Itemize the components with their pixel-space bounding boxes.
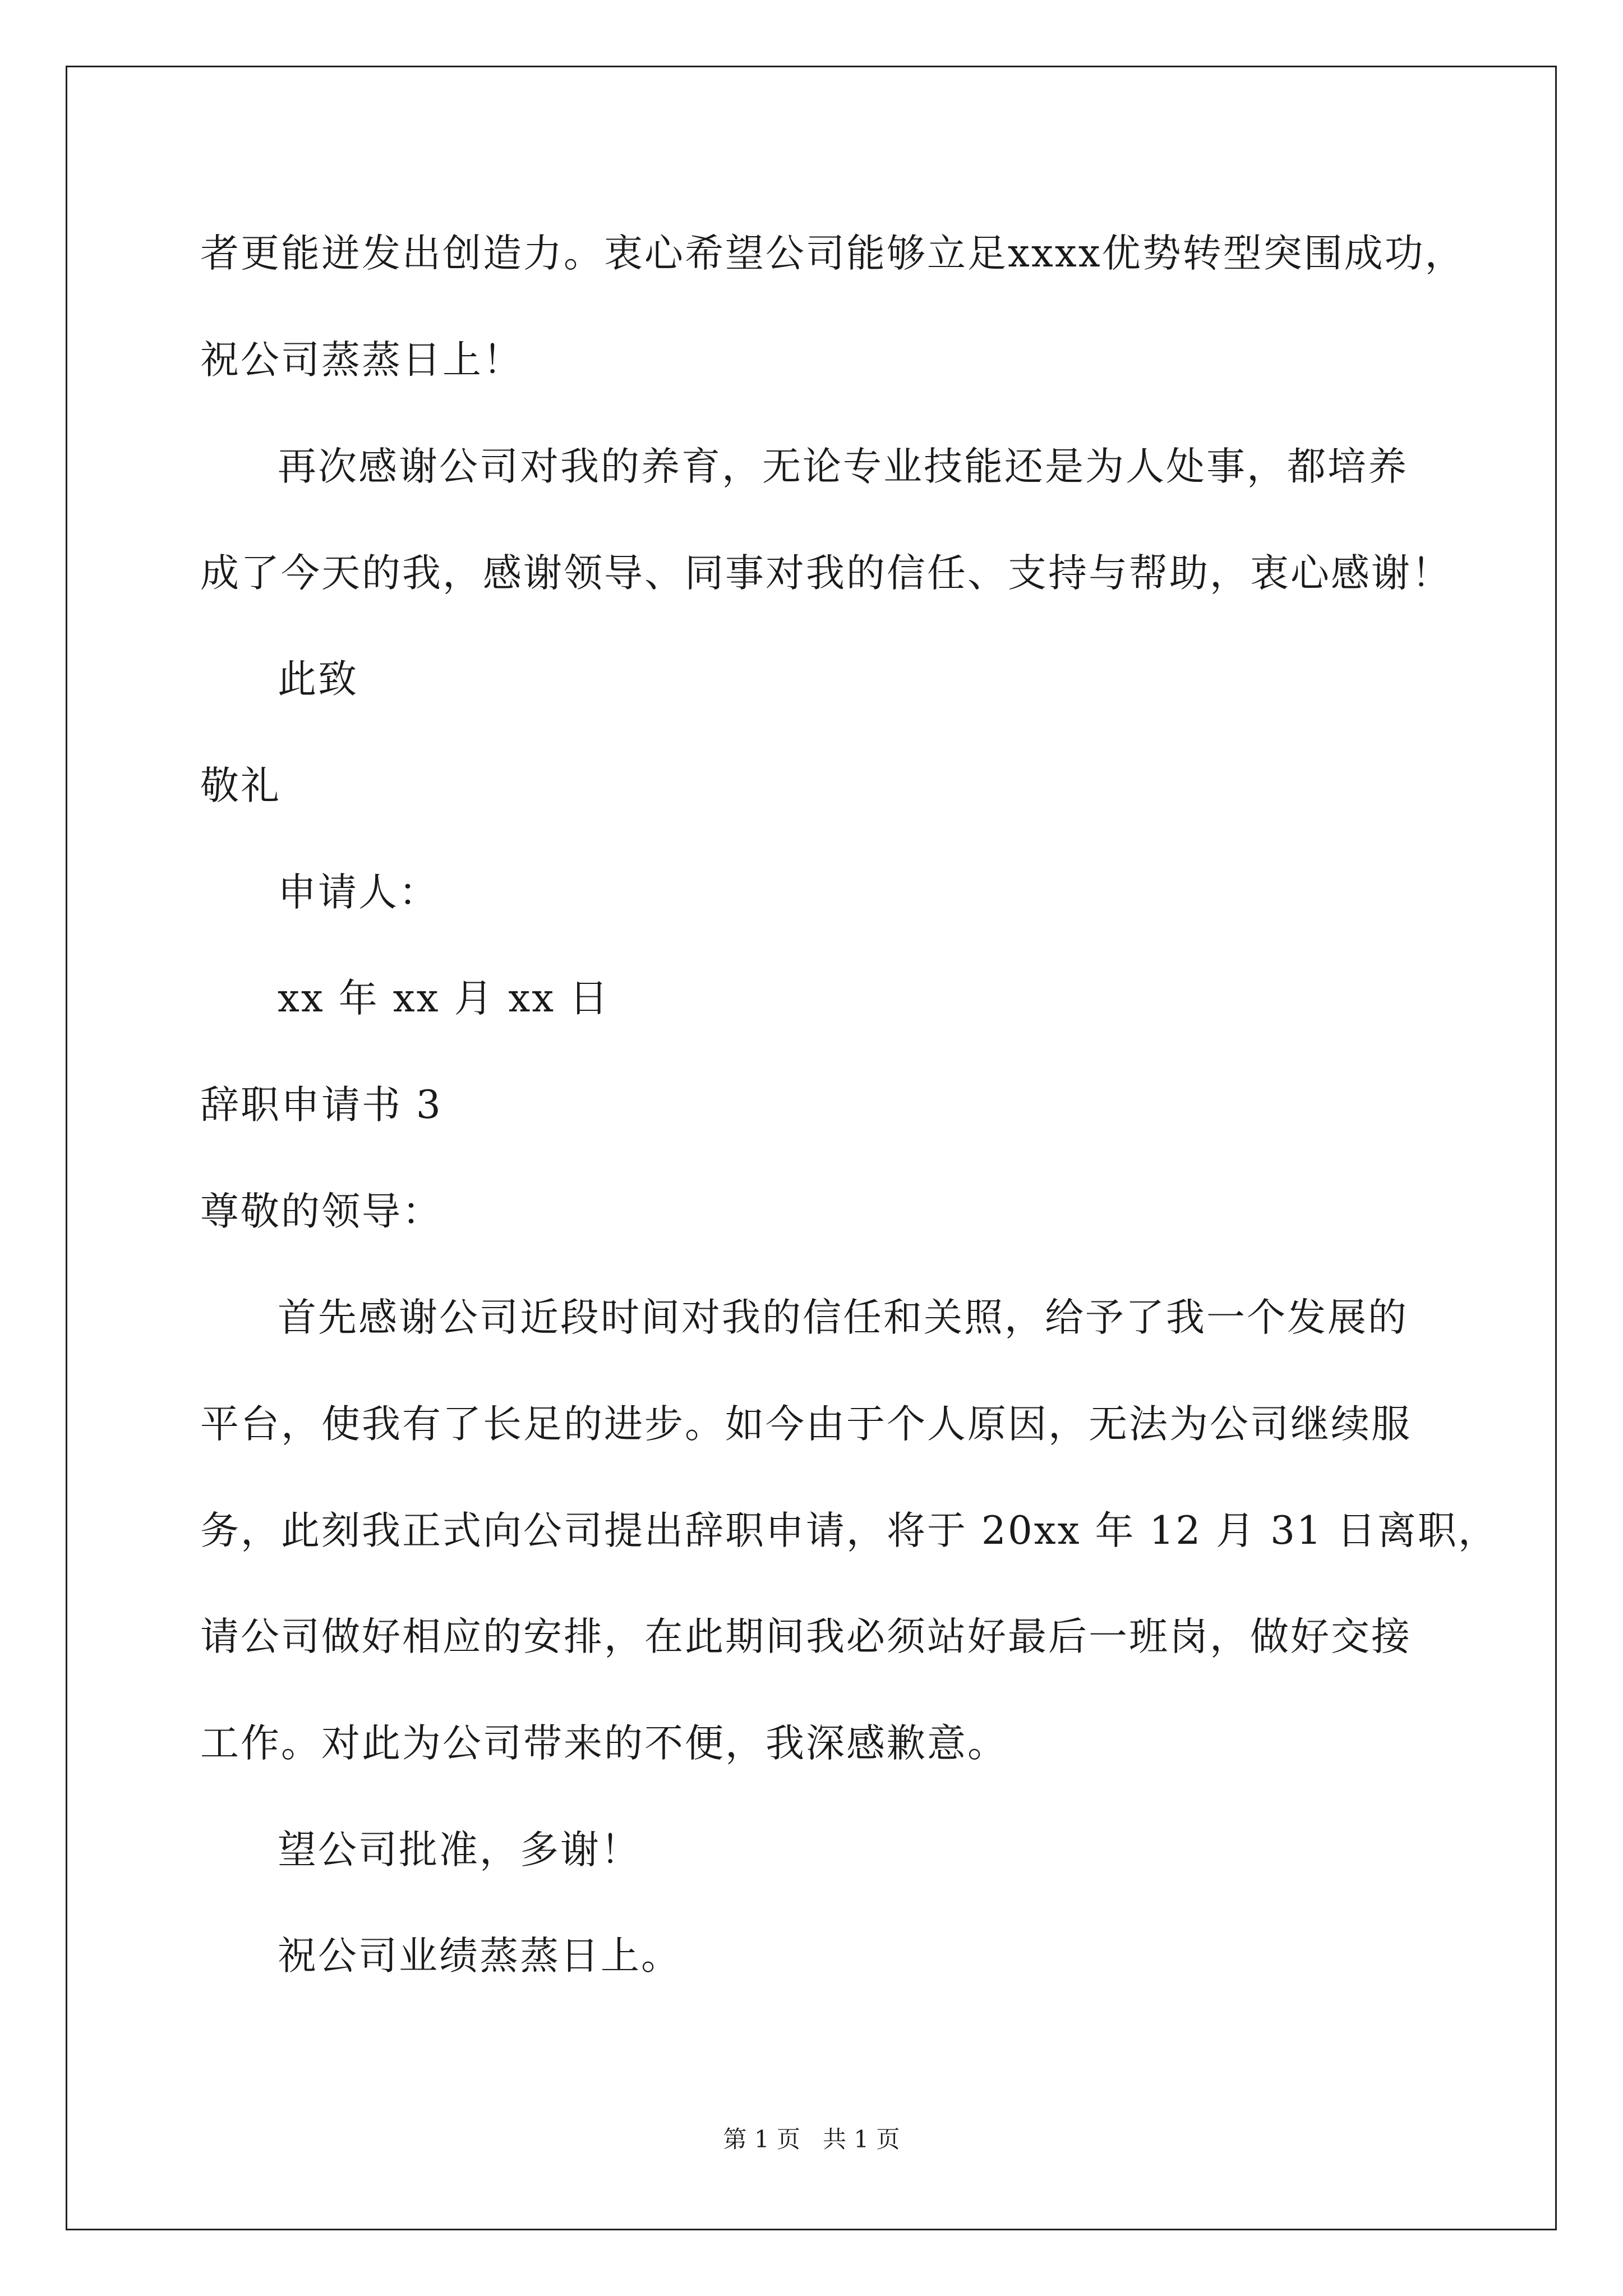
- body-line-13: 务，此刻我正式向公司提出辞职申请，将于 20xx 年 12 月 31 日离职，: [200, 1508, 1498, 1553]
- closing-regards: 敬礼: [200, 763, 281, 808]
- body-line-4: 成了今天的我，感谢领导、同事对我的信任、支持与帮助，衷心感谢！: [200, 551, 1452, 596]
- body-line-14: 请公司做好相应的安排，在此期间我必须站好最后一班岗，做好交接: [200, 1614, 1412, 1659]
- body-line-12: 平台，使我有了长足的进步。如今由于个人原因，无法为公司继续服: [200, 1402, 1412, 1447]
- body-line-2: 祝公司蒸蒸日上！: [200, 338, 523, 383]
- body-line-11: 首先感谢公司近段时间对我的信任和关照，给予了我一个发展的: [278, 1295, 1408, 1340]
- body-line-16: 望公司批准，多谢！: [278, 1828, 641, 1872]
- greeting: 尊敬的领导：: [200, 1189, 442, 1234]
- body-line-3: 再次感谢公司对我的养育，无论专业技能还是为人处事，都培养: [278, 444, 1408, 489]
- body-line-17: 祝公司业绩蒸蒸日上。: [278, 1934, 681, 1978]
- page-border: [66, 66, 1557, 2230]
- body-line-15: 工作。对此为公司带来的不便，我深感歉意。: [200, 1721, 1008, 1766]
- date-line: xx 年 xx 月 xx 日: [278, 976, 610, 1021]
- page-number-footer: 第 1 页 共 1 页: [723, 2125, 900, 2153]
- section-title: 辞职申请书 3: [200, 1083, 442, 1128]
- applicant-label: 申请人：: [278, 870, 439, 915]
- body-line-1: 者更能迸发出创造力。衷心希望公司能够立足xxxx优势转型突围成功，: [200, 231, 1465, 276]
- closing-salutation: 此致: [278, 657, 358, 702]
